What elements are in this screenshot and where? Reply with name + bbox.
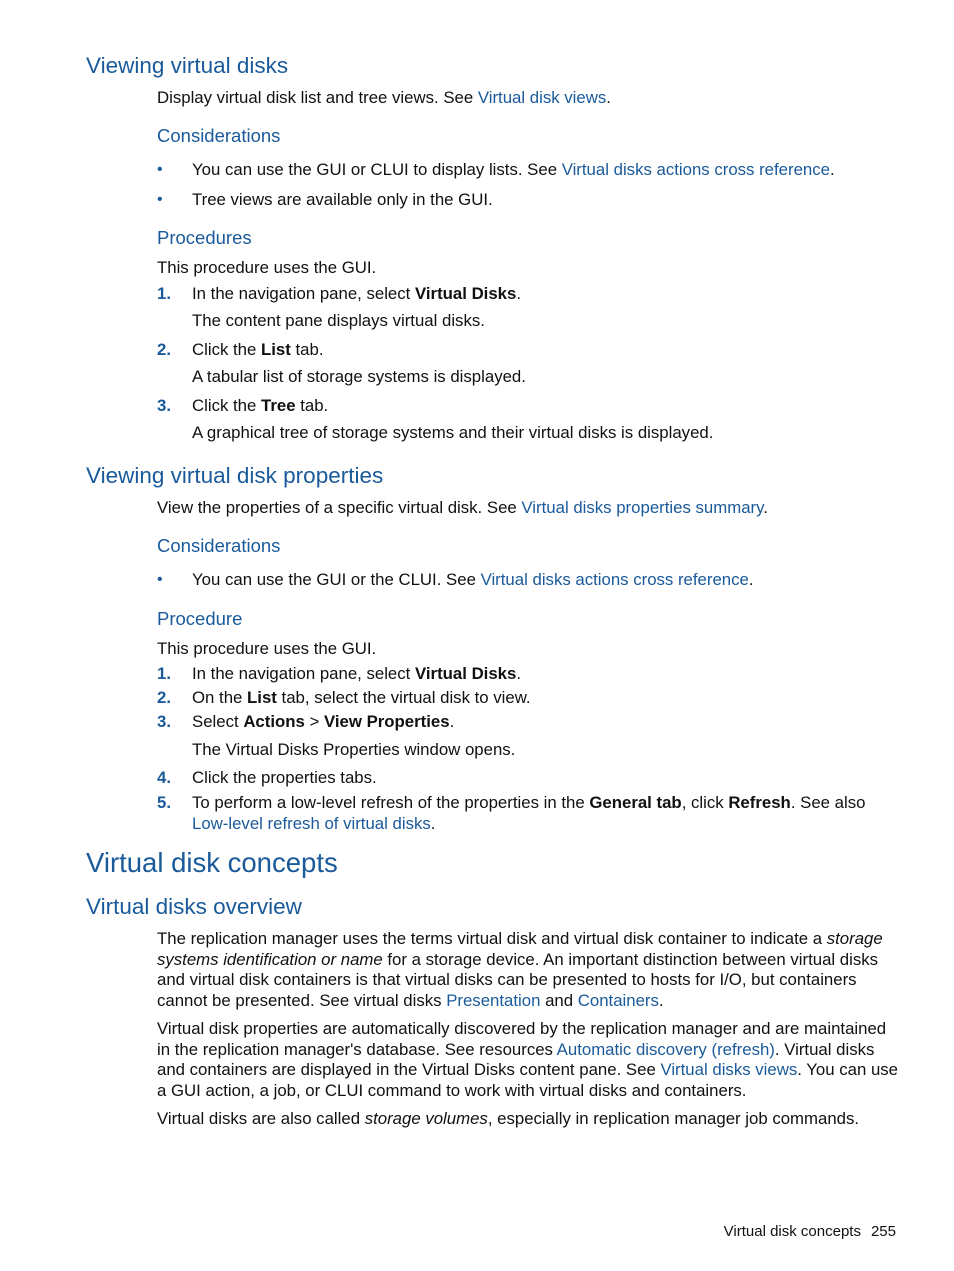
step-number: 5.: [157, 793, 171, 812]
step-result: The Virtual Disks Properties window opens.: [192, 740, 516, 759]
step-text: Select Actions > View Properties.: [192, 712, 455, 731]
heading-viewing-virtual-disk-properties: Viewing virtual disk properties: [86, 463, 384, 488]
link-virtual-disks-views[interactable]: Virtual disks views: [660, 1060, 798, 1079]
step-result: The content pane displays virtual disks.: [192, 311, 485, 330]
footer-label: Virtual disk concepts: [723, 1223, 861, 1240]
step-text: To perform a low-level refresh of the properties in the General tab, click Refresh. See also Low-level refresh of virtual disks.: [192, 793, 866, 833]
step-number: 2.: [157, 688, 171, 707]
step-text: In the navigation pane, select Virtual Disks.: [192, 664, 522, 683]
heading-procedure: Procedure: [157, 608, 243, 629]
step-text: Click the properties tabs.: [192, 768, 377, 787]
link-virtual-disk-views[interactable]: Virtual disk views: [477, 88, 607, 107]
page-number: 255: [870, 1223, 896, 1240]
step-result: A graphical tree of storage systems and their virtual disks is displayed.: [192, 423, 714, 442]
step-number: 1.: [157, 664, 171, 683]
step-text: On the List tab, select the virtual disk to view.: [192, 688, 531, 707]
link-presentation[interactable]: Presentation: [446, 990, 541, 1010]
step-text: Click the List tab.: [192, 340, 324, 359]
step-number: 4.: [157, 768, 171, 787]
bullet-icon: •: [157, 571, 163, 588]
paragraph-overview-2: Virtual disk properties are automatically discovered by the replication manager and are maintained in the replication manager's database. See resources Automatic discovery (refresh). Virtual disks and containers are displayed in the Virtual Disks content pane. See Virtual disks views. You can use a GUI action, a job, or CLUI command to work with virtual disks and containers.: [157, 1019, 899, 1100]
heading-viewing-virtual-disks: Viewing virtual disks: [86, 53, 289, 78]
paragraph-intro-1: Display virtual disk list and tree views. See Virtual disk views.: [157, 88, 611, 107]
heading-virtual-disk-concepts: Virtual disk concepts: [86, 847, 338, 878]
heading-considerations-2: Considerations: [157, 535, 281, 556]
link-containers[interactable]: Containers: [577, 990, 659, 1010]
step-number: 3.: [157, 396, 171, 415]
step-number: 3.: [157, 712, 171, 731]
step-number: 2.: [157, 340, 171, 359]
link-properties-summary[interactable]: Virtual disks properties summary: [521, 498, 764, 517]
procedure-intro-2: This procedure uses the GUI.: [157, 639, 377, 658]
heading-considerations-1: Considerations: [157, 125, 281, 146]
paragraph-intro-2: View the properties of a specific virtual disk. See Virtual disks properties summary.: [157, 498, 768, 517]
step-result: A tabular list of storage systems is displayed.: [192, 367, 526, 386]
heading-procedures: Procedures: [157, 227, 252, 248]
list-item: Tree views are available only in the GUI.: [192, 190, 493, 209]
step-text: Click the Tree tab.: [192, 396, 329, 415]
paragraph-overview-3: Virtual disks are also called storage volumes, especially in replication manager job commands.: [157, 1109, 860, 1128]
list-item: You can use the GUI or the CLUI. See Virtual disks actions cross reference.: [192, 570, 754, 589]
heading-virtual-disks-overview: Virtual disks overview: [86, 894, 302, 919]
bullet-icon: •: [157, 191, 163, 208]
step-text: In the navigation pane, select Virtual Disks.: [192, 284, 522, 303]
list-item: You can use the GUI or CLUI to display lists. See Virtual disks actions cross reference.: [192, 160, 835, 179]
procedure-intro-1: This procedure uses the GUI.: [157, 258, 377, 277]
link-actions-cross-reference[interactable]: Virtual disks actions cross reference: [480, 570, 749, 589]
link-low-level-refresh[interactable]: Low-level refresh of virtual disks: [192, 813, 431, 833]
paragraph-overview-1: The replication manager uses the terms virtual disk and virtual disk container to indicate a storage systems identification or name for a storage device. An important distinction between virtual disks and virtual disk containers is that virtual disks can be presented to hosts for I/O, but containers cannot be presented. See virtual disks Presentation and Containers.: [157, 929, 883, 1010]
link-actions-cross-reference[interactable]: Virtual disks actions cross reference: [561, 160, 830, 179]
page-footer: [724, 1223, 896, 1240]
link-automatic-discovery[interactable]: Automatic discovery (refresh): [556, 1039, 775, 1059]
bullet-icon: •: [157, 161, 163, 178]
step-number: 1.: [157, 284, 171, 303]
